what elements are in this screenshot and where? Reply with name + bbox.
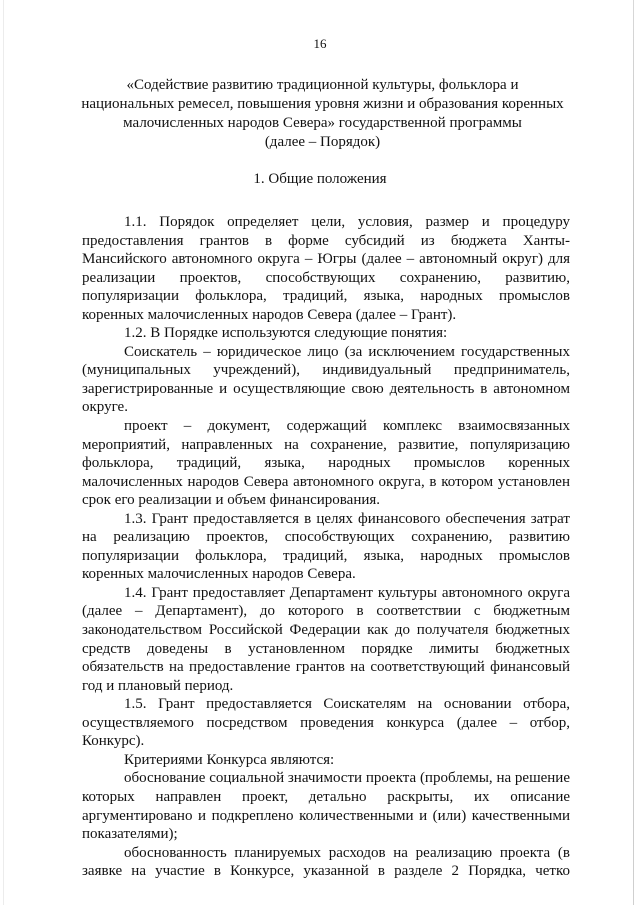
- text-line: реализации проектов, способствующих сохранению, развитию,: [82, 269, 570, 286]
- scan-edge-left: [3, 0, 4, 905]
- text-line: год и плановый период.: [82, 677, 234, 694]
- text-line: показателями);: [82, 826, 178, 843]
- text-line: Мансийского автономного округа – Югры (далее – автономный округ) для: [82, 251, 570, 268]
- text-line: 1.3. Грант предоставляется в целях финансового обеспечения затрат: [124, 510, 570, 527]
- text-line: которых направлен проект, детально раскрыты, их описание: [82, 788, 570, 805]
- text-line: фольклора, традиций, языка, народных промыслов коренных: [82, 455, 570, 472]
- text-line: обязательств на предоставление грантов на соответствующий финансовый: [82, 659, 570, 676]
- body-text: [82, 213, 570, 881]
- text-line: 1.5. Грант предоставляется Соискателям на основании отбора,: [124, 696, 570, 713]
- text-line: (далее – Департамент), до которого в соответствии с бюджетным: [82, 603, 570, 620]
- text-line: зарегистрированные и осуществляющие свою деятельность в автономном: [82, 380, 570, 397]
- text-line: заявке на участие в Конкурсе, указанной в разделе 2 Порядка, четко: [82, 863, 570, 880]
- text-line: 1.2. В Порядке используются следующие понятия:: [124, 325, 448, 342]
- text-line: 1.4. Грант предоставляет Департамент культуры автономного округа: [124, 584, 570, 601]
- text-line: на реализацию проектов, способствующих сохранению, развитию: [82, 529, 570, 546]
- text-line: мероприятий, направленных на сохранение, развитие, популяризацию: [82, 436, 570, 453]
- scan-edge-right: [633, 0, 634, 905]
- section-heading: 1. Общие положения: [253, 171, 387, 187]
- text-line: осуществляемого посредством проведения конкурса (далее – отбор,: [82, 714, 570, 731]
- text-line: коренных малочисленных народов Севера (далее – Грант).: [82, 306, 457, 323]
- text-line: 1.1. Порядок определяет цели, условия, размер и процедуру: [124, 214, 570, 230]
- text-line: предоставления грантов в форме субсидий из бюджета Ханты-: [82, 232, 570, 249]
- text-line: (муниципальных учреждений), индивидуальный предприниматель,: [82, 362, 570, 379]
- title-line: национальных ремесел, повышения уровня жизни и образования коренных: [81, 96, 564, 112]
- text-line: законодательством Российской Федерации как до получателя бюджетных: [82, 622, 570, 639]
- text-line: средств доведены в установленном порядке лимиты бюджетных: [82, 640, 570, 657]
- text-line: популяризации фольклора, традиций, языка, народных промыслов: [82, 288, 570, 305]
- text-line: малочисленных народов Севера автономного округа, в котором установлен: [82, 473, 570, 490]
- title-line: (далее – Порядок): [264, 134, 381, 150]
- text-line: аргументировано и подкреплено количественными и (или) качественными: [82, 807, 570, 824]
- text-line: коренных малочисленных народов Севера.: [82, 566, 356, 583]
- text-line: проект – документ, содержащий комплекс взаимосвязанных: [124, 418, 570, 435]
- text-line: популяризации фольклора, традиций, языка, народных промыслов: [82, 547, 570, 564]
- text-line: обоснованность планируемых расходов на реализацию проекта (в: [124, 844, 570, 861]
- title-line: «Содействие развитию традиционной культуры, фольклора и: [126, 77, 519, 93]
- document-title: [60, 76, 585, 152]
- page-number: 16: [313, 36, 327, 51]
- text-line: обоснование социальной значимости проекта (проблемы, на решение: [124, 770, 570, 787]
- text-line: срок его реализации и объем финансирования.: [82, 492, 381, 509]
- text-line: округе.: [82, 399, 128, 416]
- title-line: малочисленных народов Севера» государственной программы: [123, 115, 522, 131]
- text-line: Критериями Конкурса являются:: [124, 751, 335, 768]
- text-line: Соискатель – юридическое лицо (за исключением государственных: [124, 343, 570, 360]
- text-line: Конкурс).: [82, 733, 145, 750]
